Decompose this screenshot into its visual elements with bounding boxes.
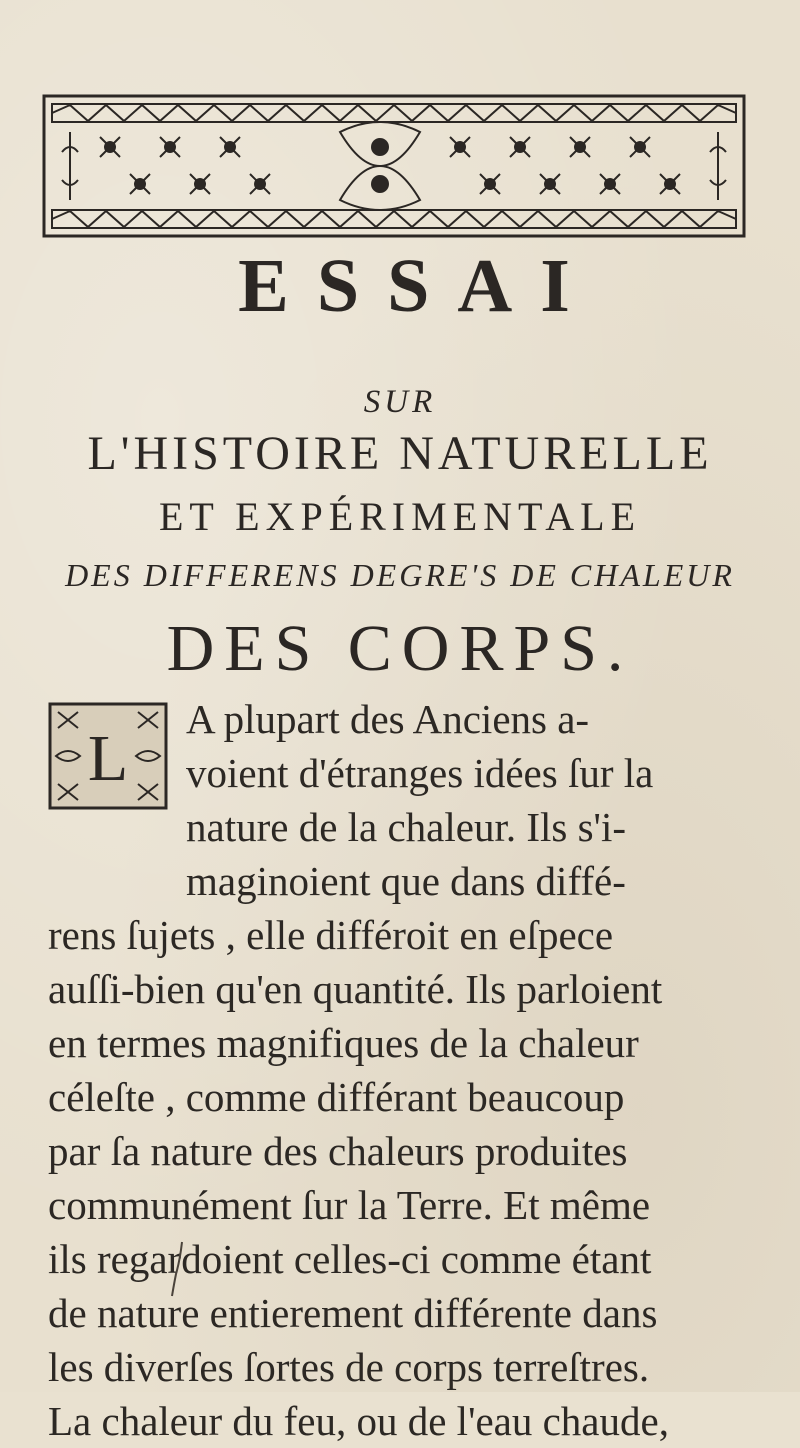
body-line-10: communément ſur la Terre. Et même (48, 1182, 651, 1228)
title-differens-degres: DES DIFFERENS DEGRE'S DE CHALEUR (65, 557, 735, 593)
body-line-11: ils regardoient celles-ci comme étant (48, 1236, 652, 1282)
title-des-corps: DES CORPS. (166, 612, 634, 685)
body-line-6: auſſi-bien qu'en quantité. Ils parloient (48, 966, 663, 1012)
floral-headpiece-ornament-icon (40, 92, 748, 240)
ornamental-drop-cap-icon (48, 702, 168, 810)
body-line-12: de nature entierement différente dans (48, 1290, 658, 1336)
title-histoire-naturelle: L'HISTOIRE NATURELLE (87, 427, 713, 480)
ink-mark-icon (168, 1240, 188, 1300)
body-line-8: céleſte , comme différant beaucoup (48, 1074, 625, 1120)
title-experimentale: ET EXPÉRIMENTALE (158, 494, 641, 539)
body-line-14: La chaleur du feu, ou de l'eau chaude, (48, 1398, 669, 1444)
body-line-2: voient d'étranges idées ſur la (186, 750, 654, 796)
body-line-13: les diverſes ſortes de corps terreſtres. (48, 1344, 650, 1390)
body-line-5: rens ſujets , elle différoit en eſpece (48, 912, 614, 958)
body-line-4: maginoient que dans diffé- (186, 858, 626, 904)
title-essai: ESSAI (238, 244, 598, 328)
drop-cap-letter: L (87, 722, 129, 795)
body-line-1: A plupart des Anciens a- (186, 696, 590, 742)
title-sur: SUR (363, 384, 437, 420)
body-line-3: nature de la chaleur. Ils s'i- (186, 804, 626, 850)
body-line-9: par ſa nature des chaleurs produites (48, 1128, 628, 1174)
body-line-7: en termes magnifiques de la chaleur (48, 1020, 639, 1066)
